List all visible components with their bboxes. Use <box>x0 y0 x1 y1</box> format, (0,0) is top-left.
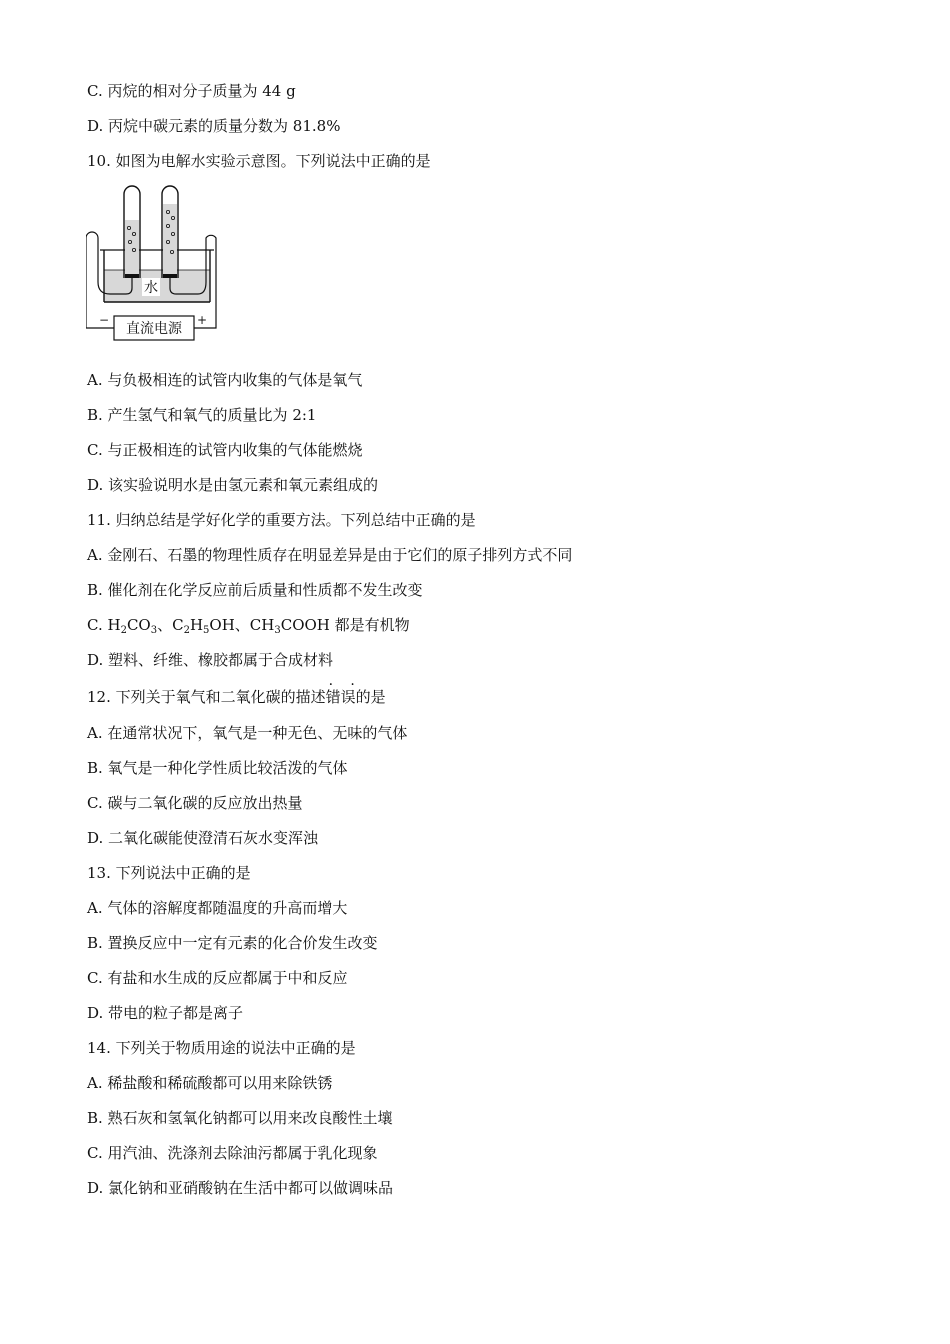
q10-option-b: B. 产生氢气和氧气的质量比为 2:1 <box>87 406 317 424</box>
q13-option-a: A. 气体的溶解度都随温度的升高而增大 <box>87 899 348 917</box>
q14-option-c: C. 用汽油、洗涤剂去除油污都属于乳化现象 <box>87 1144 378 1162</box>
q11-option-b: B. 催化剂在化学反应前后质量和性质都不发生改变 <box>87 581 423 599</box>
q12-emphasis-dotted: · · 错误 <box>326 687 356 707</box>
electrolysis-diagram <box>86 182 218 344</box>
q12-stem: 12. 下列关于氧气和二氧化碳的描述· · 错误的是 <box>87 687 386 707</box>
q14-option-a: A. 稀盐酸和稀硫酸都可以用来除铁锈 <box>87 1074 333 1092</box>
q13-stem: 13. 下列说法中正确的是 <box>87 864 251 882</box>
q10-option-d: D. 该实验说明水是由氢元素和氧元素组成的 <box>87 476 379 494</box>
q12-option-c: C. 碳与二氧化碳的反应放出热量 <box>87 794 303 812</box>
test-tube-right-water <box>163 204 177 278</box>
q11-option-c: C. $H_2CO_3$、$C_2H_5OH$、$CH_3COOH$ 都是有机物 <box>87 616 410 636</box>
q14-option-b: B. 熟石灰和氢氧化钠都可以用来改良酸性土壤 <box>87 1109 393 1127</box>
q9-option-c: C. 丙烷的相对分子质量为 44 g <box>87 82 296 100</box>
q12-option-d: D. 二氧化碳能使澄清石灰水变浑浊 <box>87 829 319 847</box>
q14-stem: 14. 下列关于物质用途的说法中正确的是 <box>87 1039 356 1057</box>
electrode-left <box>125 274 139 278</box>
q14-option-d: D. 氯化钠和亚硝酸钠在生活中都可以做调味品 <box>87 1179 394 1197</box>
q12-option-b: B. 氧气是一种化学性质比较活泼的气体 <box>87 759 348 777</box>
q12-option-a: A. 在通常状况下，氧气是一种无色、无味的气体 <box>87 724 408 742</box>
q10-stem: 10. 如图为电解水实验示意图。下列说法中正确的是 <box>87 152 431 170</box>
q13-option-c: C. 有盐和水生成的反应都属于中和反应 <box>87 969 348 987</box>
q13-option-d: D. 带电的粒子都是离子 <box>87 1004 244 1022</box>
positive-terminal-sign: + <box>196 313 208 327</box>
electrode-right <box>163 274 177 278</box>
q10-option-a: A. 与负极相连的试管内收集的气体是氧气 <box>87 371 363 389</box>
water-label: 水 <box>144 280 158 296</box>
q10-option-c: C. 与正极相连的试管内收集的气体能燃烧 <box>87 441 363 459</box>
q11-option-a: A. 金刚石、石墨的物理性质存在明显差异是由于它们的原子排列方式不同 <box>87 546 573 564</box>
negative-terminal-sign: − <box>98 313 110 327</box>
q11-option-d: D. 塑料、纤维、橡胶都属于合成材料 <box>87 651 334 669</box>
test-tube-left-water <box>125 220 139 278</box>
q9-option-d: D. 丙烷中碳元素的质量分数为 81.8% <box>87 117 341 135</box>
q13-option-b: B. 置换反应中一定有元素的化合价发生改变 <box>87 934 378 952</box>
power-supply-label: 直流电源 <box>126 321 182 337</box>
q11-stem: 11. 归纳总结是学好化学的重要方法。下列总结中正确的是 <box>87 511 476 529</box>
